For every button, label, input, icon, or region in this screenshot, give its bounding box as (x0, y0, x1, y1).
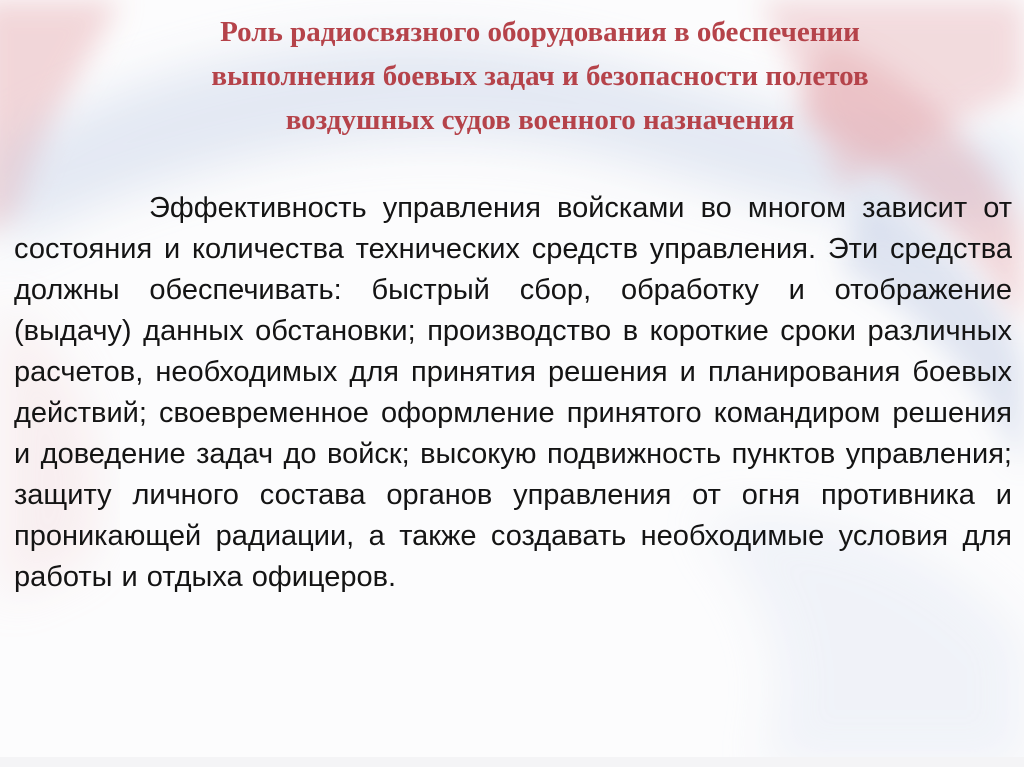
slide-body-paragraph: Эффективность управления войсками во многом зависит от состояния и количества технических средств управления. Эти средства должны обеспечивать: быстрый сбор, обработку и отображение (выдачу) данных обстановки; производство в короткие сроки различных расчетов, необходимых для принятия решения и планирования боевых действий; своевременное оформление принятого командиром решения и доведение задач до войск; высокую подвижность пунктов управления; защиту личного состава органов управления от огня противника и проникающей радиации, а также создавать необходимые условия для работы и отдыха офицеров. (14, 192, 1012, 593)
slide-title: Роль радиосвязного оборудования в обеспечении выполнения боевых задач и безопасности полетов воздушных судов военного назначения (211, 16, 869, 136)
footer-strip (0, 757, 1024, 767)
